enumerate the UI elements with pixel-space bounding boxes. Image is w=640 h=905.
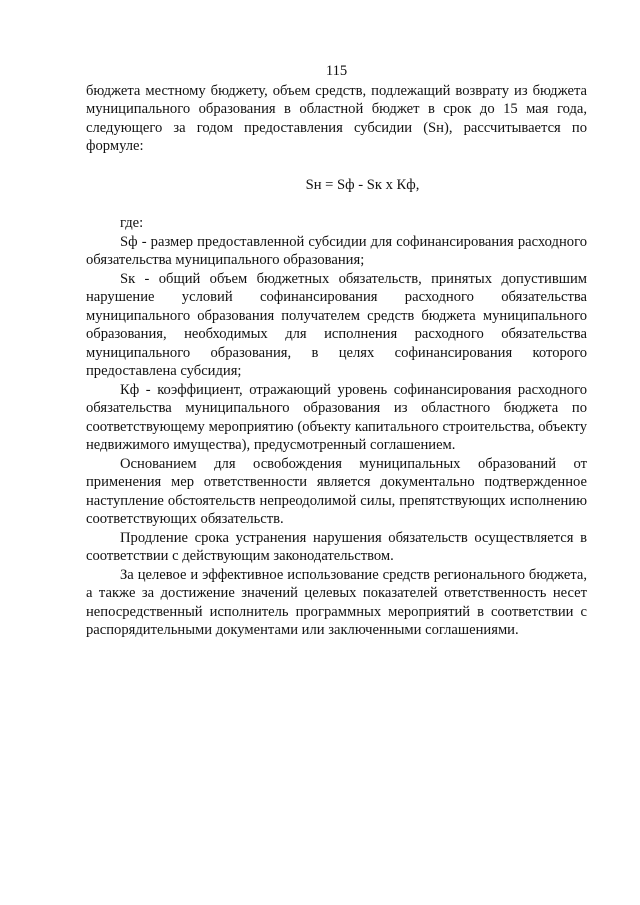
document-page <box>86 62 587 640</box>
paragraph-where: где: <box>120 215 144 231</box>
paragraph-sk-definition: Sк - общий объем бюджетных обязательств, принятых допустившим нарушение условий софинансирования расходного обязательства муниципального образования получателем средств бюджета муниципального образования, необходимых для исполнения расходного обязательства муниципального образования, в целях софинансирования которого предоставлена субсидия; <box>86 270 587 379</box>
paragraph-term-extension: Продление срока устранения нарушения обязательств осуществляется в соответствии с действующим законодательством. <box>86 529 587 564</box>
formula: Sн = Sф - Sк х Кф, <box>305 176 420 193</box>
paragraph-intro: бюджета местному бюджету, объем средств, подлежащий возврату из бюджета муниципального образования в областной бюджет в срок до 15 мая года, следующего за годом предоставления субсидии (Sн), рассчитывается по формуле: <box>86 82 587 154</box>
paragraph-kf-definition: Кф - коэффициент, отражающий уровень софинансирования расходного обязательства муниципального образования из областного бюджета по соответствующему мероприятию (объекту капитального строительства, объекту недвижимого имущества), предусмотренный соглашением. <box>86 381 587 453</box>
page-number: 115 <box>325 63 348 79</box>
paragraph-liability-exemption: Основанием для освобождения муниципальных образований от применения мер ответственности является документально подтвержденное наступление обстоятельств непреодолимой силы, препятствующих исполнению соответствующих обязательств. <box>86 455 587 527</box>
paragraph-responsibility: За целевое и эффективное использование средств регионального бюджета, а также за достижение значений целевых показателей ответственность несет непосредственный исполнитель программных мероприятий в соответствии с распорядительными документами или заключенными соглашениями. <box>86 566 587 638</box>
paragraph-sf-definition: Sф - размер предоставленной субсидии для софинансирования расходного обязательства муниципального образования; <box>86 233 587 268</box>
